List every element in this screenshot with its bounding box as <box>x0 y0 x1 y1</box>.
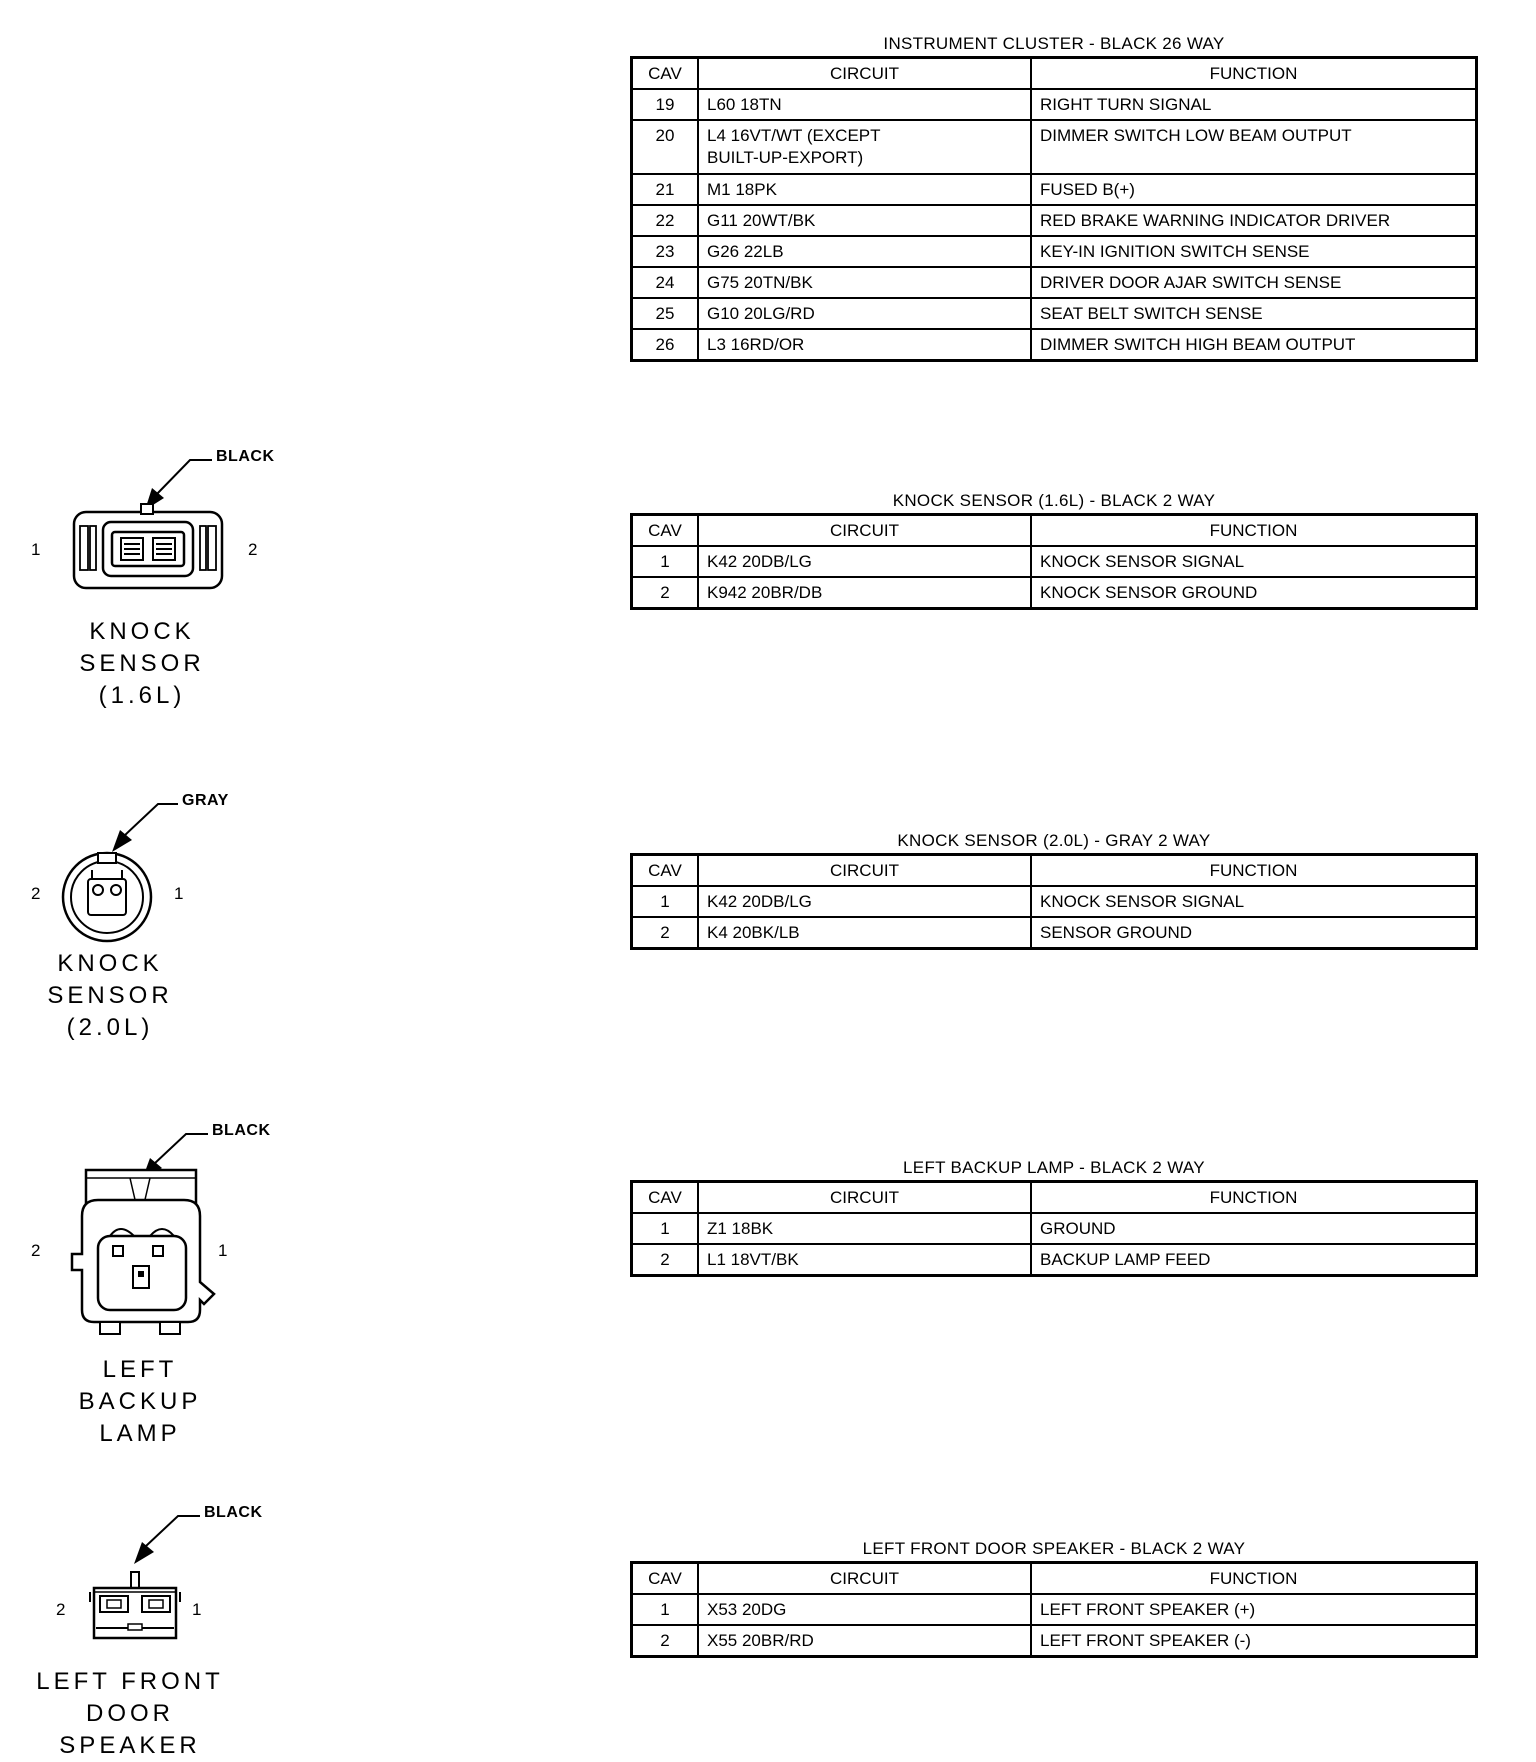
cell-cav: 1 <box>632 1594 699 1625</box>
table-header-row <box>632 515 1477 547</box>
header-circuit: CIRCUIT <box>698 1182 1031 1214</box>
connector-name-line: LEFT FRONT <box>36 1668 224 1695</box>
cell-cav: 1 <box>632 1213 699 1244</box>
connector-name-line: LEFT BACKUP <box>78 1356 202 1415</box>
table-row <box>632 329 1477 361</box>
table-row <box>632 917 1477 949</box>
table-knock-sensor-2-0l <box>630 829 1478 950</box>
pin-number-left: 2 <box>56 1600 66 1619</box>
header-function: FUNCTION <box>1031 515 1477 547</box>
connector-drawing <box>0 1114 300 1344</box>
connector-name <box>20 1666 240 1762</box>
header-circuit: CIRCUIT <box>698 58 1031 90</box>
table-knock-sensor-1-6l <box>630 489 1478 610</box>
table-row <box>632 886 1477 917</box>
connector-name-line: KNOCK <box>89 618 195 645</box>
pinout-table <box>630 853 1478 950</box>
table-header-row <box>632 1182 1477 1214</box>
cell-circuit: K4 20BK/LB <box>698 917 1031 949</box>
cell-cav: 19 <box>632 89 699 120</box>
header-cav: CAV <box>632 1182 699 1214</box>
connector-color-label: BLACK <box>216 448 275 465</box>
pinout-table <box>630 1561 1478 1658</box>
cell-function: LEFT FRONT SPEAKER (+) <box>1031 1594 1477 1625</box>
header-function: FUNCTION <box>1031 1563 1477 1595</box>
cell-function: DIMMER SWITCH HIGH BEAM OUTPUT <box>1031 329 1477 361</box>
cell-circuit: L3 16RD/OR <box>698 329 1031 361</box>
cell-cav: 22 <box>632 205 699 236</box>
table-title: KNOCK SENSOR (1.6L) - BLACK 2 WAY <box>892 491 1216 510</box>
table-row <box>632 1625 1477 1657</box>
connector-name <box>40 1354 240 1450</box>
cell-circuit: G75 20TN/BK <box>698 267 1031 298</box>
cell-function: GROUND <box>1031 1213 1477 1244</box>
table-row <box>632 236 1477 267</box>
connector-name-line: LAMP <box>99 1420 181 1447</box>
header-circuit: CIRCUIT <box>698 1563 1031 1595</box>
cell-circuit: K42 20DB/LG <box>698 546 1031 577</box>
pin-number-right: 2 <box>248 540 258 559</box>
header-function: FUNCTION <box>1031 855 1477 887</box>
connector-name <box>62 616 222 712</box>
pin-number-right: 1 <box>192 1600 202 1619</box>
table-instrument-cluster <box>630 32 1478 362</box>
cell-cav: 1 <box>632 546 699 577</box>
cell-cav: 26 <box>632 329 699 361</box>
header-cav: CAV <box>632 515 699 547</box>
connector-left-backup-lamp <box>0 1114 300 1447</box>
cell-circuit-line1: L4 16VT/WT (EXCEPT <box>707 126 881 145</box>
connector-name-line: SENSOR <box>79 650 205 677</box>
header-function: FUNCTION <box>1031 58 1477 90</box>
cell-cav: 2 <box>632 1244 699 1276</box>
connector-knock-sensor-2-0l <box>0 784 300 1064</box>
cell-circuit: X53 20DG <box>698 1594 1031 1625</box>
cell-circuit-line2: BUILT-UP-EXPORT) <box>707 148 864 167</box>
header-cav: CAV <box>632 855 699 887</box>
table-row <box>632 205 1477 236</box>
cell-function: BACKUP LAMP FEED <box>1031 1244 1477 1276</box>
cell-function: DIMMER SWITCH LOW BEAM OUTPUT <box>1031 120 1477 174</box>
table-header-row <box>632 1563 1477 1595</box>
connector-name <box>30 948 190 1044</box>
cell-function: KNOCK SENSOR SIGNAL <box>1031 886 1477 917</box>
connector-name-line: DOOR SPEAKER <box>59 1700 201 1759</box>
header-function: FUNCTION <box>1031 1182 1477 1214</box>
cell-circuit: K942 20BR/DB <box>698 577 1031 609</box>
table-title: KNOCK SENSOR (2.0L) - GRAY 2 WAY <box>897 831 1211 850</box>
cell-circuit: L60 18TN <box>698 89 1031 120</box>
connector-name-line: KNOCK <box>57 950 163 977</box>
connector-knock-sensor-1-6l <box>0 440 300 720</box>
table-row <box>632 267 1477 298</box>
header-cav: CAV <box>632 1563 699 1595</box>
cell-cav: 21 <box>632 174 699 205</box>
cell-function: KEY-IN IGNITION SWITCH SENSE <box>1031 236 1477 267</box>
connector-name-line: (2.0L) <box>66 1014 154 1041</box>
cell-function: SEAT BELT SWITCH SENSE <box>1031 298 1477 329</box>
connector-name-line: (1.6L) <box>98 682 186 709</box>
table-title: LEFT FRONT DOOR SPEAKER - BLACK 2 WAY <box>862 1539 1246 1558</box>
pin-number-right: 1 <box>218 1241 228 1260</box>
cell-function: SENSOR GROUND <box>1031 917 1477 949</box>
cell-function: KNOCK SENSOR SIGNAL <box>1031 546 1477 577</box>
connector-left-front-door-speaker <box>0 1496 300 1759</box>
table-row <box>632 1244 1477 1276</box>
pin-number-left: 1 <box>31 540 41 559</box>
pin-number-right: 1 <box>174 884 184 903</box>
pin-number-left: 2 <box>31 884 41 903</box>
cell-circuit: G11 20WT/BK <box>698 205 1031 236</box>
pinout-table <box>630 1180 1478 1277</box>
pinout-table <box>630 56 1478 362</box>
cell-function: DRIVER DOOR AJAR SWITCH SENSE <box>1031 267 1477 298</box>
table-row <box>632 89 1477 120</box>
table-left-backup-lamp <box>630 1156 1478 1277</box>
connector-color-label: GRAY <box>182 792 229 809</box>
cell-cav: 23 <box>632 236 699 267</box>
cell-function: RIGHT TURN SIGNAL <box>1031 89 1477 120</box>
table-title: LEFT BACKUP LAMP - BLACK 2 WAY <box>903 1158 1205 1177</box>
cell-cav: 20 <box>632 120 699 174</box>
header-cav: CAV <box>632 58 699 90</box>
cell-circuit: Z1 18BK <box>698 1213 1031 1244</box>
cell-cav: 24 <box>632 267 699 298</box>
cell-cav: 2 <box>632 577 699 609</box>
table-title: INSTRUMENT CLUSTER - BLACK 26 WAY <box>883 34 1225 53</box>
cell-cav: 2 <box>632 1625 699 1657</box>
cell-circuit: G26 22LB <box>698 236 1031 267</box>
cell-circuit: X55 20BR/RD <box>698 1625 1031 1657</box>
pin-number-left: 2 <box>31 1241 41 1260</box>
connector-name-line: SENSOR <box>47 982 173 1009</box>
table-row <box>632 298 1477 329</box>
table-header-row <box>632 58 1477 90</box>
connector-color-label: BLACK <box>204 1504 263 1521</box>
cell-cav: 25 <box>632 298 699 329</box>
connector-drawing <box>0 784 300 944</box>
table-row <box>632 120 1477 174</box>
cell-function: LEFT FRONT SPEAKER (-) <box>1031 1625 1477 1657</box>
table-row <box>632 1213 1477 1244</box>
table-header-row <box>632 855 1477 887</box>
cell-circuit: G10 20LG/RD <box>698 298 1031 329</box>
cell-circuit <box>698 120 1031 174</box>
cell-cav: 2 <box>632 917 699 949</box>
table-row <box>632 546 1477 577</box>
cell-circuit: L1 18VT/BK <box>698 1244 1031 1276</box>
cell-function: RED BRAKE WARNING INDICATOR DRIVER <box>1031 205 1477 236</box>
header-circuit: CIRCUIT <box>698 855 1031 887</box>
header-circuit: CIRCUIT <box>698 515 1031 547</box>
cell-circuit: K42 20DB/LG <box>698 886 1031 917</box>
connector-color-label: BLACK <box>212 1122 271 1139</box>
cell-function: FUSED B(+) <box>1031 174 1477 205</box>
table-left-front-door-speaker <box>630 1537 1478 1658</box>
table-row <box>632 174 1477 205</box>
cell-circuit: M1 18PK <box>698 174 1031 205</box>
table-row <box>632 577 1477 609</box>
cell-function: KNOCK SENSOR GROUND <box>1031 577 1477 609</box>
cell-cav: 1 <box>632 886 699 917</box>
pinout-table <box>630 513 1478 610</box>
table-row <box>632 1594 1477 1625</box>
